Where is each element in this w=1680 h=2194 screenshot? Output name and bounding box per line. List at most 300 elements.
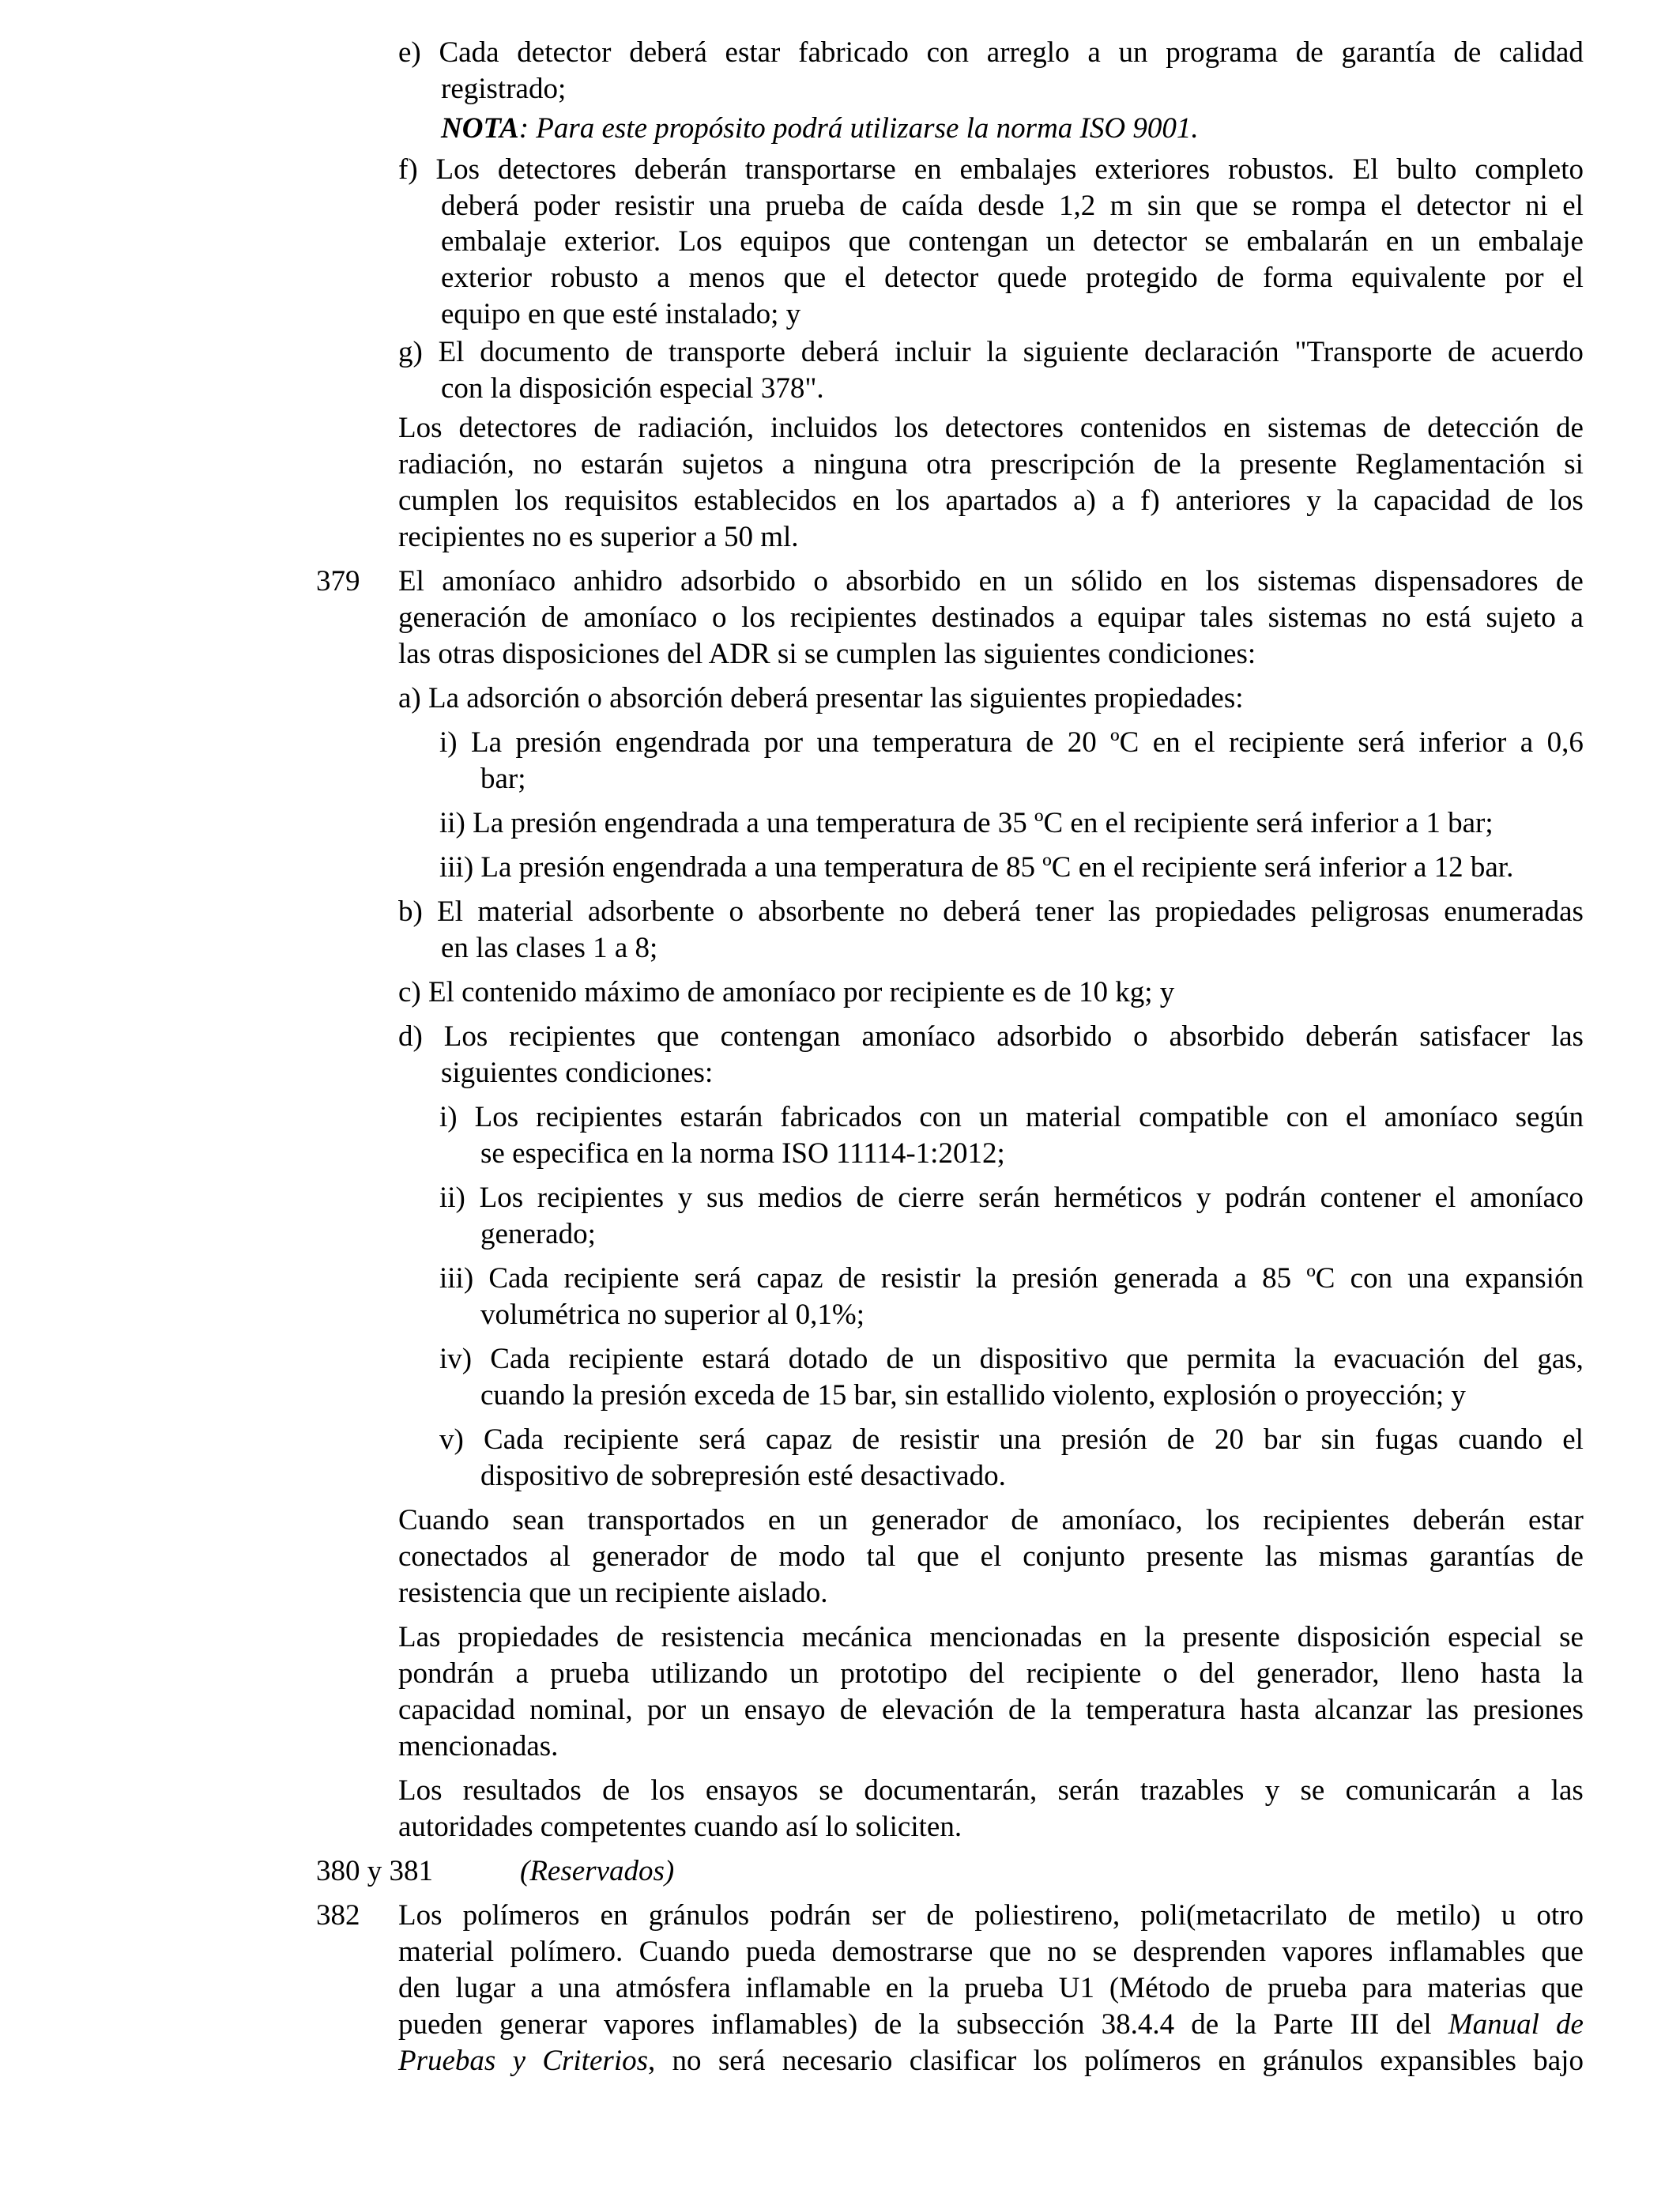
word: se	[1204, 225, 1230, 258]
word: atmósfera	[615, 1972, 731, 2004]
word: estará	[702, 1343, 770, 1375]
word: de	[838, 1262, 866, 1295]
word: los	[1033, 2045, 1068, 2077]
word: que	[657, 1020, 699, 1053]
word: los	[1205, 565, 1240, 598]
word: anhidro	[573, 565, 663, 598]
word: o	[813, 565, 828, 598]
word: la	[986, 336, 1008, 368]
word: polímeros	[1084, 2045, 1202, 2077]
word: documentarán,	[864, 1774, 1038, 1807]
word: amoníaco	[861, 1020, 976, 1053]
word: con	[1286, 1101, 1328, 1133]
word: la	[918, 2008, 940, 2041]
word: de	[1166, 1423, 1195, 1456]
word: sin	[1147, 190, 1182, 222]
text-line	[398, 334, 1584, 371]
word: rompa	[1291, 190, 1366, 222]
word: los	[895, 484, 930, 517]
word: Las	[398, 1621, 441, 1653]
text-line	[398, 1934, 1584, 1970]
word: El	[1352, 153, 1379, 186]
word: en	[1099, 1621, 1128, 1653]
word: otro	[1536, 1899, 1584, 1932]
word: Cuando	[638, 1936, 730, 1968]
text-line	[441, 260, 1584, 296]
word: Cada	[439, 36, 499, 69]
word: conjunto	[1023, 1540, 1125, 1573]
word: el	[1194, 726, 1215, 759]
word: propiedades	[458, 1621, 600, 1653]
word: sean	[512, 1504, 565, 1536]
word: ºC	[1306, 1262, 1335, 1295]
word: enumeradas	[1444, 895, 1584, 928]
word: un	[932, 1343, 962, 1375]
text-line	[398, 1692, 1584, 1728]
word: a	[1069, 601, 1083, 634]
word: amoníaco	[442, 565, 556, 598]
word: Reglamentación	[1355, 448, 1546, 481]
word: presión	[1060, 1423, 1147, 1456]
text-line	[520, 1853, 674, 1890]
word: amoníaco	[1384, 1101, 1498, 1133]
word: de	[602, 1774, 631, 1807]
text-line	[398, 1619, 1584, 1656]
word: que	[989, 1936, 1031, 1968]
text-line	[398, 1502, 1584, 1539]
word: exterior.	[563, 225, 661, 258]
word: sólido	[1071, 565, 1143, 598]
word: subsección	[956, 2008, 1085, 2041]
word: b)	[398, 895, 423, 928]
word: mismas	[1318, 1540, 1408, 1573]
word: del	[1199, 1657, 1235, 1690]
word: presente	[1146, 1540, 1244, 1573]
word: amoníaco	[583, 601, 698, 634]
word: con	[919, 1101, 962, 1133]
word: a	[782, 448, 796, 481]
word: hasta	[1480, 1657, 1541, 1690]
word: en	[1223, 412, 1252, 444]
word: desde	[977, 190, 1045, 222]
word: a	[1234, 1262, 1247, 1295]
word: documento	[480, 336, 610, 368]
word: 1,2	[1059, 190, 1096, 222]
word: deberá	[800, 336, 880, 368]
word: Cada	[488, 1262, 549, 1295]
word: presión	[515, 726, 602, 759]
word: y	[677, 1182, 693, 1214]
text-line	[398, 35, 1584, 71]
word: podrán	[1225, 1182, 1306, 1214]
word: estar	[1528, 1504, 1584, 1536]
word: siguiente	[1023, 336, 1129, 368]
word: tal	[866, 1540, 896, 1573]
word: herméticos	[1053, 1182, 1183, 1214]
word: no	[1381, 601, 1411, 634]
text-line: autoridades competentes cuando así lo soliciten.	[398, 1811, 962, 1843]
word: polímeros	[462, 1899, 580, 1932]
word: la	[1235, 2008, 1257, 2041]
word: de	[625, 336, 654, 368]
word: anteriores	[1175, 484, 1291, 517]
text-line	[439, 1341, 1584, 1378]
word: en	[913, 153, 942, 186]
word: u	[1501, 1899, 1516, 1932]
word: o	[1162, 1657, 1178, 1690]
word: capaz	[765, 1423, 833, 1456]
word: las	[1426, 1694, 1459, 1726]
word: deberá	[441, 190, 519, 222]
word: engendrada	[615, 726, 751, 759]
word: por	[763, 726, 804, 759]
text-line: resistencia que un recipiente aislado.	[398, 1577, 828, 1609]
word: requisitos	[564, 484, 679, 517]
word: serán	[1057, 1774, 1120, 1807]
word: resistir	[614, 190, 695, 222]
word: de	[886, 1343, 914, 1375]
word: en	[852, 484, 880, 517]
word: Los	[435, 153, 480, 186]
word: la	[928, 1972, 950, 2004]
text-line: equipo en que esté instalado; y	[441, 298, 801, 330]
word-italic: y	[512, 2045, 526, 2077]
word: expansibles	[1380, 2045, 1516, 2077]
word: materias	[1427, 1972, 1527, 2004]
text-line	[439, 725, 1584, 761]
word: alcanzar	[1314, 1694, 1412, 1726]
word: un	[700, 1694, 730, 1726]
word: de	[1026, 726, 1054, 759]
word: en	[1160, 565, 1188, 598]
word: presiones	[1473, 1694, 1584, 1726]
word: utilizando	[650, 1657, 768, 1690]
word: a	[1520, 726, 1534, 759]
word: recipientes	[537, 1182, 665, 1214]
word: de	[729, 1540, 758, 1573]
word: contengan	[908, 225, 1029, 258]
word: estarán	[680, 1101, 763, 1133]
text-line	[398, 1539, 1584, 1575]
word: que	[1196, 190, 1238, 222]
word: la	[1050, 1694, 1072, 1726]
word: bajo	[1533, 2045, 1584, 2077]
word: equipar	[1097, 601, 1185, 634]
word: a	[1111, 484, 1125, 517]
word: de	[926, 1899, 955, 1932]
word: medios	[757, 1182, 842, 1214]
text-line	[398, 600, 1584, 636]
word: transportados	[587, 1504, 745, 1536]
word: que	[1541, 1972, 1584, 2004]
word: bulto	[1396, 153, 1457, 186]
word: embalaje	[1478, 225, 1584, 258]
word: desprenden	[1132, 1936, 1267, 1968]
word: que	[783, 262, 827, 294]
word: declaración	[1144, 336, 1279, 368]
provision-number: 380 y 381	[316, 1855, 433, 1887]
word: amoníaco,	[1061, 1504, 1183, 1536]
word: presión	[1011, 1262, 1098, 1295]
text-line: mencionadas.	[398, 1730, 559, 1762]
word: resistencia	[661, 1621, 785, 1653]
word: el	[1562, 262, 1584, 294]
word: serán	[978, 1182, 1041, 1214]
word: una	[558, 1972, 601, 2004]
word: hasta	[1240, 1694, 1301, 1726]
word: de	[616, 1621, 644, 1653]
text-line	[398, 1970, 1584, 2007]
word: cumplen	[398, 484, 499, 517]
word: generador	[591, 1540, 709, 1573]
word: amoníaco	[1470, 1182, 1584, 1214]
text-line	[439, 1261, 1584, 1297]
word: transportarse	[744, 153, 896, 186]
word: tener	[1035, 895, 1094, 928]
word: inferior	[1418, 726, 1507, 759]
word: d)	[398, 1020, 423, 1053]
word: generada	[1113, 1262, 1219, 1295]
text-line: generado;	[480, 1218, 596, 1250]
word: las	[1264, 1540, 1298, 1573]
word: poli(metacrilato	[1140, 1899, 1328, 1932]
word: presente	[1239, 448, 1337, 481]
word: modo	[778, 1540, 846, 1573]
word: ninguna	[813, 448, 908, 481]
word: radiación,	[638, 412, 755, 444]
word: menos	[688, 262, 766, 294]
word: detectores	[497, 153, 616, 186]
word: no	[672, 2045, 702, 2077]
word: un	[1045, 225, 1075, 258]
word: absorbido	[846, 565, 962, 598]
word: material	[477, 895, 574, 928]
word: por	[646, 1694, 687, 1726]
reserved-text: (Reservados)	[520, 1855, 675, 1887]
word: no	[898, 895, 929, 928]
word: en	[978, 565, 1007, 598]
word: Los	[398, 412, 443, 444]
word: v)	[439, 1423, 464, 1456]
word: de	[1216, 262, 1245, 294]
text-line	[398, 152, 1584, 188]
word: un	[978, 1101, 1008, 1133]
word: de	[1505, 484, 1534, 517]
word: un	[1431, 225, 1461, 258]
text-line	[398, 1019, 1584, 1055]
word: generador,	[1256, 1657, 1380, 1690]
word: de	[1453, 36, 1482, 69]
word: equivalente	[1351, 262, 1486, 294]
word: 38.4.4	[1101, 2008, 1175, 2041]
word: a	[530, 1972, 544, 2004]
word: prescripción	[990, 448, 1136, 481]
text-line	[439, 1422, 1584, 1458]
text-line	[398, 1656, 1584, 1692]
word: la	[1143, 1621, 1166, 1653]
word: con	[1350, 1262, 1393, 1295]
word: el	[1562, 1423, 1584, 1456]
word: fabricados	[780, 1101, 902, 1133]
word: i)	[439, 1101, 458, 1133]
word: a	[657, 262, 670, 294]
word: absorbido	[1169, 1020, 1285, 1053]
word: capacidad	[1373, 484, 1491, 517]
word: los	[894, 412, 929, 444]
word: los	[1549, 484, 1584, 517]
word: podrán	[770, 1899, 851, 1932]
word: El	[437, 895, 464, 928]
word: recipientes	[789, 601, 917, 634]
word: deberán	[1412, 1504, 1505, 1536]
word: del	[969, 1657, 1005, 1690]
word: satisfacer	[1419, 1020, 1530, 1053]
word: U1	[1058, 1972, 1094, 2004]
word: se	[1559, 1621, 1584, 1653]
word: las	[1550, 1020, 1584, 1053]
word: para	[1362, 1972, 1413, 2004]
note-label: NOTA	[441, 112, 519, 145]
word: f)	[1140, 484, 1160, 517]
word: lugar	[455, 1972, 516, 2004]
word: ser	[872, 1899, 906, 1932]
word: prueba	[964, 1972, 1044, 2004]
text-line	[398, 2007, 1584, 2043]
word: embalajes	[959, 153, 1077, 186]
word: el	[980, 1540, 1002, 1573]
word: los	[650, 1774, 685, 1807]
word: mecánica	[801, 1621, 913, 1653]
text-line: c) El contenido máximo de amoníaco por recipiente es de 10 kg; y	[398, 976, 1175, 1008]
word: de	[1011, 1504, 1039, 1536]
text-line: siguientes condiciones:	[441, 1057, 714, 1089]
word: el	[1562, 190, 1584, 222]
word: que	[917, 1540, 959, 1573]
word: destinados	[931, 601, 1055, 634]
word: de	[1555, 565, 1584, 598]
word: y	[1264, 1774, 1280, 1807]
word: fugas	[1374, 1423, 1439, 1456]
text-line: dispositivo de sobrepresión esté desactivado.	[480, 1460, 1006, 1492]
word: i)	[439, 726, 458, 759]
provision-number: 382	[316, 1899, 360, 1932]
word: nominal,	[529, 1694, 633, 1726]
word: (Método	[1109, 1972, 1211, 2004]
word: de	[541, 601, 569, 634]
word: equipos	[740, 225, 831, 258]
text-line	[398, 1773, 1584, 1809]
word: detector	[517, 36, 612, 69]
word: forma	[1263, 262, 1333, 294]
word: establecidos	[694, 484, 837, 517]
text-line: en las clases 1 a 8;	[441, 932, 658, 964]
word: ni	[1525, 190, 1548, 222]
word: necesario	[782, 2045, 893, 2077]
word: 20	[1067, 726, 1097, 759]
word: sujeto	[1486, 601, 1556, 634]
text-line: bar;	[480, 763, 526, 795]
word: una	[999, 1423, 1042, 1456]
word: las	[1108, 895, 1141, 928]
word: se	[1300, 1774, 1325, 1807]
word: permita	[1186, 1343, 1276, 1375]
word: de	[1556, 1540, 1584, 1573]
word: o	[1133, 1020, 1148, 1053]
word: la	[1336, 484, 1358, 517]
word: detector	[1416, 190, 1511, 222]
word: no	[533, 448, 563, 481]
word: cierre	[898, 1182, 965, 1214]
word: deberá	[629, 36, 707, 69]
word: prueba	[765, 190, 846, 222]
word: III	[1350, 2008, 1380, 2041]
text-line: cuando la presión exceda de 15 bar, sin estallido violento, explosión o proyección; y	[480, 1379, 1466, 1412]
word: garantías	[1429, 1540, 1535, 1573]
word: generar	[499, 2008, 587, 2041]
word: protegido	[1086, 262, 1198, 294]
word: se	[819, 1774, 844, 1807]
word: completo	[1475, 153, 1584, 186]
word: detección	[1427, 412, 1539, 444]
word: estarán	[580, 448, 664, 481]
word: no	[1047, 1936, 1077, 1968]
word: el	[844, 262, 866, 294]
word: Los	[398, 1774, 443, 1807]
word: iii)	[439, 1262, 474, 1295]
word: recipiente	[563, 1423, 680, 1456]
word: una	[708, 190, 751, 222]
text-line	[398, 447, 1584, 483]
word: otra	[926, 448, 972, 481]
word: exteriores	[1094, 153, 1211, 186]
word-italic: Pruebas	[398, 2045, 496, 2077]
word: gránulos	[648, 1899, 750, 1932]
word: recipiente	[563, 1262, 680, 1295]
word: radiación,	[398, 448, 514, 481]
word: gránulos	[1262, 2045, 1364, 2077]
word: generador	[871, 1504, 989, 1536]
word: absorbente	[758, 895, 885, 928]
word: a	[515, 1657, 529, 1690]
word: de	[1225, 1972, 1253, 2004]
text-line	[441, 111, 1199, 147]
word: evacuación	[1333, 1343, 1465, 1375]
word: expansión	[1464, 1262, 1584, 1295]
word: prueba	[550, 1657, 630, 1690]
word: sistemas	[1268, 601, 1368, 634]
word: o	[711, 601, 727, 634]
word: poder	[533, 190, 601, 222]
word: de	[1347, 1899, 1376, 1932]
word: apartados	[945, 484, 1058, 517]
word: propiedades	[1155, 895, 1297, 928]
word: temperatura	[872, 726, 1012, 759]
word: pondrán	[398, 1657, 495, 1690]
word: en	[885, 1972, 913, 2004]
word: a)	[1073, 484, 1096, 517]
text-line	[439, 1099, 1584, 1136]
word: los	[1205, 1504, 1241, 1536]
word: sus	[706, 1182, 744, 1214]
word: bar	[1264, 1423, 1301, 1456]
word: recipiente	[1026, 1657, 1142, 1690]
word: un	[1023, 565, 1053, 598]
word: de	[1008, 1694, 1036, 1726]
text-line: volumétrica no superior al 0,1%;	[480, 1299, 865, 1331]
word: estar	[725, 36, 781, 69]
word: de	[839, 1694, 868, 1726]
word: deberán	[634, 153, 727, 186]
